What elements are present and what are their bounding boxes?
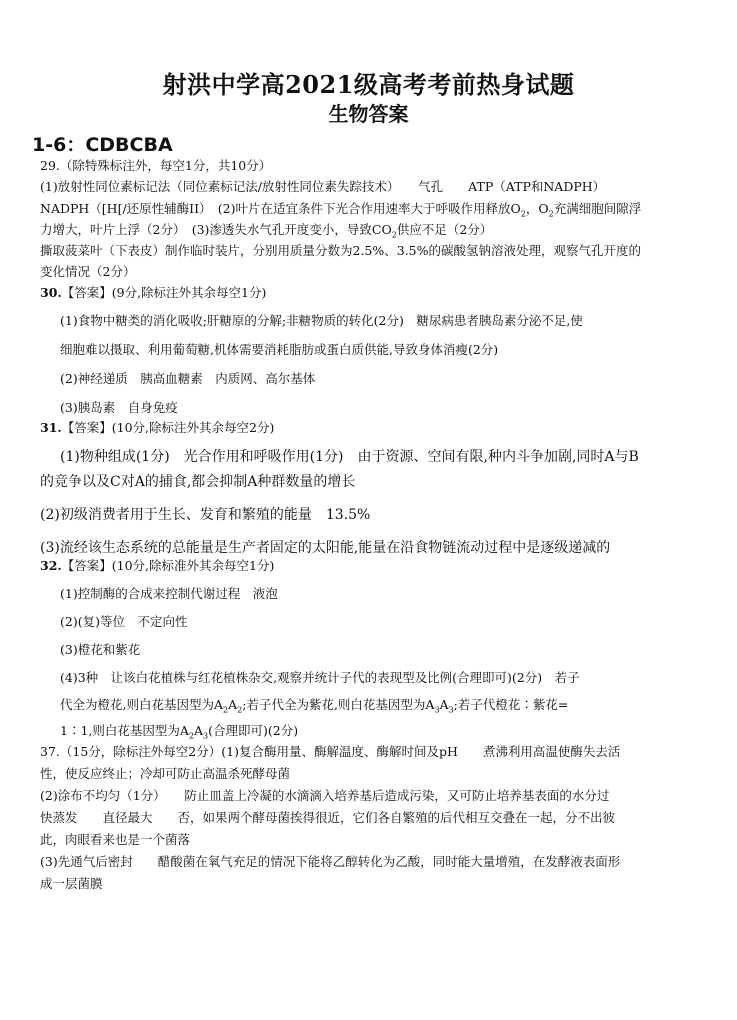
q30-heading: 30.【答案】(9分,除标注外其余每空1分) — [40, 285, 267, 300]
q30-line-1: (1)食物中糖类的消化吸收;肝糖原的分解;非糖物质的转化(2分) 糖尿病患者胰岛素分泌不足,使 — [60, 313, 583, 328]
q32-line-6: 1∶1,则白花基因型为$A_2A_3$(合理即可)(2分) — [60, 723, 299, 741]
q37-line-3: (2)涂布不均匀（1分） 防止皿盖上冷凝的水滴滴入培养基后造成污染，又可防止培养基表面的水分过 — [40, 788, 610, 803]
q31-line-3: (2)初级消费者用于生长、发育和繁殖的能量 13.5% — [40, 507, 371, 523]
page-title: 射洪中学高2021级高考考前热身试题 — [162, 70, 575, 99]
q31-line-2: 的竞争以及C对A的捕食,都会抑制A种群数量的增长 — [40, 474, 356, 490]
q32-line-4: (4)3种 让该白花植株与红花植株杂交,观察并统计子代的表现型及比例(合理即可)(2分) 若子 — [60, 670, 580, 685]
q37-line-5: 此，肉眼看来也是一个菌落 — [40, 832, 191, 847]
q37-line-6: (3)先通气后密封 醋酸菌在氧气充足的情况下能将乙醇转化为乙酸，同时能大量增殖，在发酵液表面形 — [40, 854, 621, 869]
q32-line-5: 代全为橙花,则白花基因型为$A_2A_2$;若子代全为紫花,则白花基因型为$A_3A_3$;若子代橙花∶紫花= — [60, 697, 569, 715]
q29-line-5: 变化情况（2分） — [40, 264, 136, 279]
q32-line-3: (3)橙花和紫花 — [60, 642, 141, 657]
q30-line-4: (3)胰岛素 自身免疫 — [60, 400, 178, 415]
q37-line-2: 性，使反应终止；冷却可防止高温杀死酵母菌 — [40, 766, 291, 781]
q37-line-4: 快蒸发 直径最大 否，如果两个酵母菌挨得很近，它们各自繁殖的后代相互交叠在一起，分不出彼 — [40, 810, 616, 825]
q31-line-1: (1)物种组成(1分) 光合作用和呼吸作用(1分) 由于资源、空间有限,种内斗争加剧,同时A与B — [60, 449, 639, 465]
q29-line-2: NADPH（[H[/还原性辅酶II） (2)叶片在适宜条件下光合作用速率大于呼吸作用释放$O_2$，$O_2$充满细胞间隙浮 — [40, 201, 642, 219]
multiple-choice-answers: 1-6：CDBCBA — [32, 134, 173, 156]
q32-line-2: (2)(复)等位 不定向性 — [60, 614, 188, 629]
q30-line-3: (2)神经递质 胰高血糖素 内质网、高尔基体 — [60, 371, 316, 386]
q37-line-7: 成一层菌膜 — [40, 876, 103, 891]
q31-heading: 31.【答案】(10分,除标注外其余每空2分) — [40, 420, 275, 435]
q37-line-1: 37.（15分，除标注外每空2分）(1)复合酶用量、酶解温度、酶解时间及pH 煮沸利用高温使酶失去活 — [40, 744, 621, 759]
page-subtitle: 生物答案 — [328, 102, 409, 126]
q29-line-4: 撕取菠菜叶（下表皮）制作临时装片，分别用质量分数为2.5%、3.5%的碳酸氢钠溶液处理，观察气孔开度的 — [40, 243, 642, 258]
q32-heading: 32.【答案】(10分,除标准外其余每空1分) — [40, 558, 275, 573]
q30-line-2: 细胞难以摄取、利用葡萄糖,机体需要消耗脂肪或蛋白质供能,导致身体消瘦(2分) — [60, 342, 499, 357]
q29-heading: 29.（除特殊标注外，每空1分，共10分） — [40, 158, 272, 173]
q29-line-1: (1)放射性同位素标记法（同位素标记法/放射性同位素失踪技术） 气孔 ATP（ATP和NADPH） — [40, 179, 606, 194]
q31-line-4: (3)流经该生态系统的总能量是生产者固定的太阳能,能量在沿食物链流动过程中是逐级递减的 — [40, 540, 611, 556]
q32-line-1: (1)控制酶的合成来控制代谢过程 液泡 — [60, 586, 278, 601]
q29-line-3: 力增大，叶片上浮（2分） (3)渗透失水气孔开度变小，导致$CO_2$供应不足（2分） — [40, 222, 493, 240]
